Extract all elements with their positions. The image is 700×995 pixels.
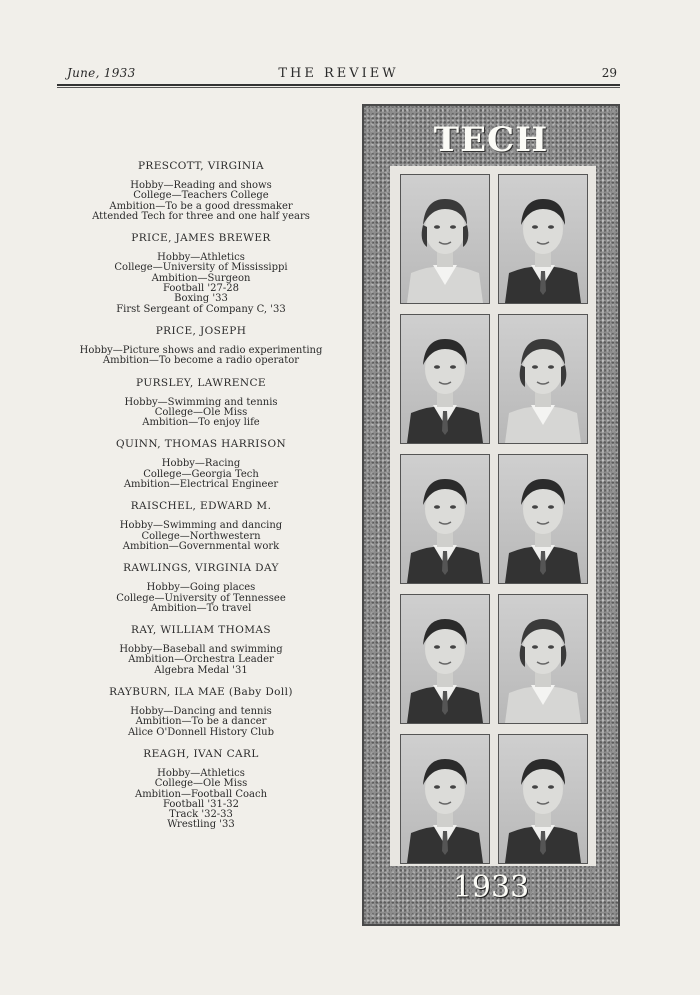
bio-entry bbox=[60, 377, 342, 429]
header-rule bbox=[57, 84, 620, 86]
bio-line: Football '27-28 bbox=[163, 283, 239, 295]
bio-line: Ambition—To be a good dressmaker bbox=[109, 200, 293, 212]
student-name: PRICE, JAMES BREWER bbox=[131, 232, 271, 245]
student-portrait bbox=[498, 314, 588, 444]
bio-line: Ambition—Football Coach bbox=[134, 788, 268, 800]
student-name: RAY, WILLIAM THOMAS bbox=[131, 624, 271, 637]
bio-line: Track '32-33 bbox=[169, 809, 233, 821]
bio-entry bbox=[60, 500, 342, 552]
bio-line: Ambition—Surgeon bbox=[151, 272, 251, 284]
bio-line: Hobby—Athletics bbox=[157, 767, 245, 779]
publication-title: THE REVIEW bbox=[278, 66, 399, 81]
bio-line: College—Ole Miss bbox=[154, 406, 248, 418]
student-portrait bbox=[498, 734, 588, 864]
header-rule-thin bbox=[57, 87, 620, 88]
bio-line: Hobby—Racing bbox=[161, 458, 241, 470]
bio-line: Ambition—Orchestra Leader bbox=[128, 654, 274, 666]
bio-line: Hobby—Athletics bbox=[157, 252, 245, 264]
page-header bbox=[57, 66, 620, 84]
bio-entry bbox=[60, 686, 342, 738]
bio-line: Football '31-32 bbox=[163, 798, 239, 810]
student-name: RAWLINGS, VIRGINIA DAY bbox=[123, 562, 279, 575]
bio-line: Hobby—Reading and shows bbox=[130, 180, 272, 191]
bio-line: First Sergeant of Company C, '33 bbox=[116, 303, 286, 315]
bio-line: Hobby—Picture shows and radio experimenting bbox=[79, 344, 323, 356]
student-portrait bbox=[400, 594, 490, 724]
student-portrait bbox=[498, 174, 588, 304]
student-name: PURSLEY, LAWRENCE bbox=[136, 376, 266, 389]
bio-line: College—University of Tennessee bbox=[116, 592, 286, 604]
portrait-panel bbox=[362, 104, 620, 926]
bio-entry bbox=[60, 438, 342, 490]
bio-line: Ambition—To be a dancer bbox=[135, 716, 267, 728]
bio-line: Attended Tech for three and one half years bbox=[92, 210, 310, 222]
student-portrait bbox=[498, 594, 588, 724]
student-portrait bbox=[498, 454, 588, 584]
bio-line: Algebra Medal '31 bbox=[154, 664, 248, 676]
student-name: PRICE, JOSEPH bbox=[155, 324, 247, 337]
bio-entry bbox=[60, 232, 342, 315]
senior-bios bbox=[60, 160, 342, 841]
bio-line: Ambition—To become a radio operator bbox=[102, 355, 300, 367]
bio-line: Hobby—Dancing and tennis bbox=[130, 706, 272, 718]
bio-line: College—Northwestern bbox=[141, 530, 261, 542]
bio-line: College—Ole Miss bbox=[154, 778, 248, 790]
bio-line: Ambition—Electrical Engineer bbox=[123, 479, 279, 491]
bio-entry bbox=[60, 748, 342, 831]
bio-line: Wrestling '33 bbox=[167, 819, 235, 831]
student-portrait bbox=[400, 174, 490, 304]
bio-line: College—Georgia Tech bbox=[143, 468, 259, 480]
bio-line: Hobby—Going places bbox=[146, 582, 256, 594]
bio-entry bbox=[60, 624, 342, 676]
page-number: 29 bbox=[601, 66, 617, 80]
student-name: QUINN, THOMAS HARRISON bbox=[115, 438, 287, 451]
bio-line: Ambition—To travel bbox=[150, 602, 252, 614]
bio-line: Hobby—Swimming and tennis bbox=[124, 396, 278, 408]
bio-line: Boxing '33 bbox=[174, 293, 228, 305]
student-portrait bbox=[400, 454, 490, 584]
bio-entry bbox=[60, 562, 342, 614]
student-name: RAISCHEL, EDWARD M. bbox=[130, 500, 272, 513]
bio-entry bbox=[60, 160, 342, 222]
bio-line: Ambition—Governmental work bbox=[122, 540, 280, 552]
bio-entry bbox=[60, 325, 342, 367]
bio-line: College—University of Mississippi bbox=[114, 262, 288, 274]
issue-date: June, 1933 bbox=[67, 66, 136, 80]
bio-line: College—Teachers College bbox=[133, 190, 269, 202]
bio-line: Hobby—Baseball and swimming bbox=[119, 644, 283, 656]
portrait-grid bbox=[390, 166, 596, 866]
school-banner: TECH bbox=[433, 120, 549, 160]
class-year: 1933 bbox=[452, 870, 530, 905]
bio-line: Hobby—Swimming and dancing bbox=[119, 520, 283, 532]
student-portrait bbox=[400, 314, 490, 444]
bio-line: Ambition—To enjoy life bbox=[142, 417, 260, 429]
student-name: RAYBURN, ILA MAE (Baby Doll) bbox=[109, 686, 293, 699]
student-portrait bbox=[400, 734, 490, 864]
student-name: REAGH, IVAN CARL bbox=[143, 747, 259, 760]
bio-line: Alice O'Donnell History Club bbox=[127, 726, 275, 738]
student-name: PRESCOTT, VIRGINIA bbox=[137, 160, 265, 172]
